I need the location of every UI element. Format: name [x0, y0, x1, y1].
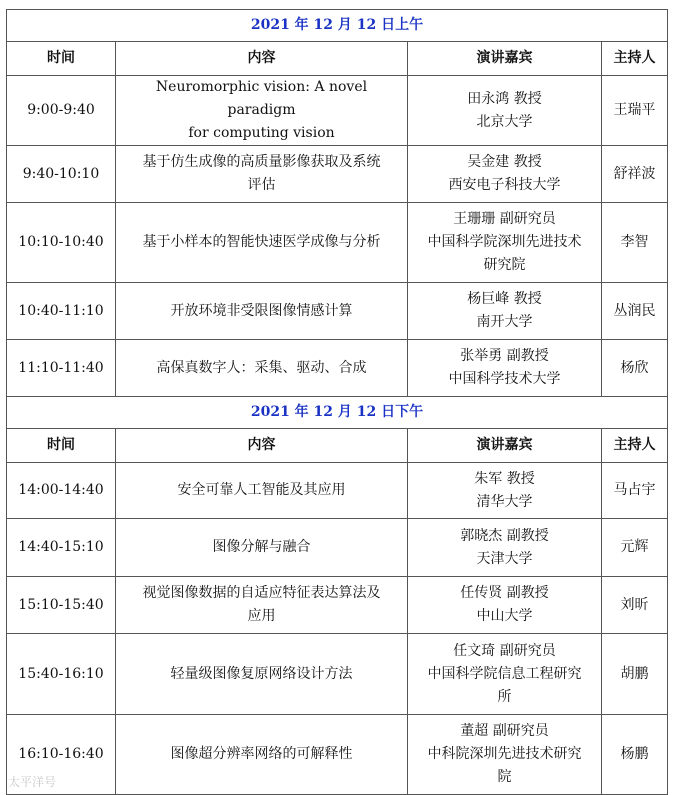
- time-cell: 14:40-15:10: [7, 519, 116, 577]
- speaker-cell: [408, 76, 602, 146]
- content-line: 安全可靠人工智能及其应用: [177, 482, 346, 498]
- header-time: 时间: [7, 429, 116, 463]
- host-cell: 杨鹏: [602, 715, 668, 795]
- header-time: 时间: [7, 42, 116, 76]
- content-cell: [116, 634, 408, 715]
- header-row: [7, 42, 668, 76]
- speaker-line: 中山大学: [476, 608, 533, 624]
- content-cell: [116, 715, 408, 795]
- time-cell: 9:40-10:10: [7, 146, 116, 203]
- content-cell: [116, 519, 408, 577]
- host-cell: 丛润民: [602, 283, 668, 340]
- content-line: Neuromorphic vision: A novel paradigm: [155, 79, 368, 118]
- table-row: [7, 577, 668, 634]
- speaker-line: 中国科学院信息工程研究: [427, 665, 582, 682]
- speaker-line: 南开大学: [476, 314, 533, 330]
- header-speaker: 演讲嘉宾: [408, 42, 602, 76]
- content-line: 高保真数字人：采集、驱动、合成: [156, 359, 367, 376]
- speaker-cell: [408, 715, 602, 795]
- content-line: 视觉图像数据的自适应特征表达算法及: [142, 585, 381, 601]
- host-cell: 王瑞平: [602, 76, 668, 146]
- table-row: [7, 283, 668, 340]
- speaker-line: 北京大学: [476, 113, 533, 130]
- speaker-cell: [408, 340, 602, 397]
- speaker-cell: [408, 634, 602, 715]
- header-content: 内容: [116, 42, 408, 76]
- content-line: 基于小样本的智能快速医学成像与分析: [142, 234, 381, 250]
- speaker-line: 王珊珊 副研究员: [453, 211, 556, 227]
- host-cell: 元辉: [602, 519, 668, 577]
- speaker-line: 任文琦 副研究员: [453, 642, 556, 659]
- content-cell: [116, 283, 408, 340]
- speaker-line: 中科院深圳先进技术研究: [427, 746, 582, 762]
- host-cell: 胡鹏: [602, 634, 668, 715]
- time-cell: 10:40-11:10: [7, 283, 116, 340]
- speaker-line: 任传贤 副教授: [460, 585, 549, 601]
- table-row: [7, 634, 668, 715]
- session-date: 2021 年 12 月 12 日下午: [7, 397, 668, 429]
- speaker-cell: [408, 283, 602, 340]
- speaker-line: 张举勇 副教授: [460, 348, 549, 364]
- speaker-line: 郭晓杰 副教授: [460, 527, 549, 544]
- time-cell: 10:10-10:40: [7, 203, 116, 283]
- content-line: 图像超分辨率网络的可解释性: [170, 746, 353, 762]
- host-cell: 舒祥波: [602, 146, 668, 203]
- table-row: [7, 76, 668, 146]
- session-date: 2021 年 12 月 12 日上午: [7, 10, 668, 42]
- content-line: 轻量级图像复原网络设计方法: [170, 665, 353, 682]
- header-row: [7, 429, 668, 463]
- speaker-line: 中国科学院深圳先进技术: [427, 234, 582, 250]
- table-row: [7, 340, 668, 397]
- host-cell: 李智: [602, 203, 668, 283]
- speaker-line: 天津大学: [476, 550, 533, 567]
- content-cell: [116, 146, 408, 203]
- watermark: 太平洋号: [8, 775, 57, 789]
- host-cell: 马占宇: [602, 463, 668, 519]
- speaker-cell: [408, 146, 602, 203]
- content-line: for computing vision: [188, 125, 335, 141]
- content-line: 图像分解与融合: [212, 539, 311, 555]
- speaker-line: 杨巨峰 教授: [467, 291, 542, 307]
- content-cell: [116, 463, 408, 519]
- speaker-cell: [408, 463, 602, 519]
- speaker-cell: [408, 203, 602, 283]
- session-date-row: [7, 397, 668, 429]
- speaker-cell: [408, 577, 602, 634]
- header-host: 主持人: [602, 429, 668, 463]
- speaker-line: 田永鸿 教授: [467, 90, 542, 107]
- speaker-line: 清华大学: [476, 493, 533, 510]
- session-date-row: [7, 10, 668, 42]
- host-cell: 刘昕: [602, 577, 668, 634]
- speaker-line: 朱军 教授: [474, 470, 535, 487]
- schedule-table: [6, 9, 668, 795]
- content-line: 应用: [247, 608, 276, 624]
- table-row: [7, 519, 668, 577]
- speaker-line: 研究院: [483, 257, 526, 273]
- speaker-line: 所: [497, 688, 512, 705]
- table-row: [7, 715, 668, 795]
- time-cell: 16:10-16:40: [7, 715, 116, 795]
- table-row: [7, 463, 668, 519]
- header-speaker: 演讲嘉宾: [408, 429, 602, 463]
- time-cell: 15:40-16:10: [7, 634, 116, 715]
- speaker-line: 董超 副研究员: [460, 723, 549, 739]
- speaker-line: 中国科学技术大学: [448, 371, 561, 387]
- speaker-line: 吴金建 教授: [467, 154, 542, 170]
- content-cell: [116, 340, 408, 397]
- table-row: [7, 203, 668, 283]
- content-cell: [116, 577, 408, 634]
- speaker-line: 西安电子科技大学: [448, 177, 561, 193]
- content-line: 开放环境非受限图像情感计算: [170, 302, 353, 319]
- speaker-line: 院: [497, 769, 512, 785]
- table-row: [7, 146, 668, 203]
- time-cell: 11:10-11:40: [7, 340, 116, 397]
- header-host: 主持人: [602, 42, 668, 76]
- content-cell: [116, 76, 408, 146]
- content-line: 评估: [247, 177, 276, 193]
- time-cell: 9:00-9:40: [7, 76, 116, 146]
- content-cell: [116, 203, 408, 283]
- time-cell: 14:00-14:40: [7, 463, 116, 519]
- content-line: 基于仿生成像的高质量影像获取及系统: [142, 154, 381, 170]
- speaker-cell: [408, 519, 602, 577]
- time-cell: 15:10-15:40: [7, 577, 116, 634]
- host-cell: 杨欣: [602, 340, 668, 397]
- header-content: 内容: [116, 429, 408, 463]
